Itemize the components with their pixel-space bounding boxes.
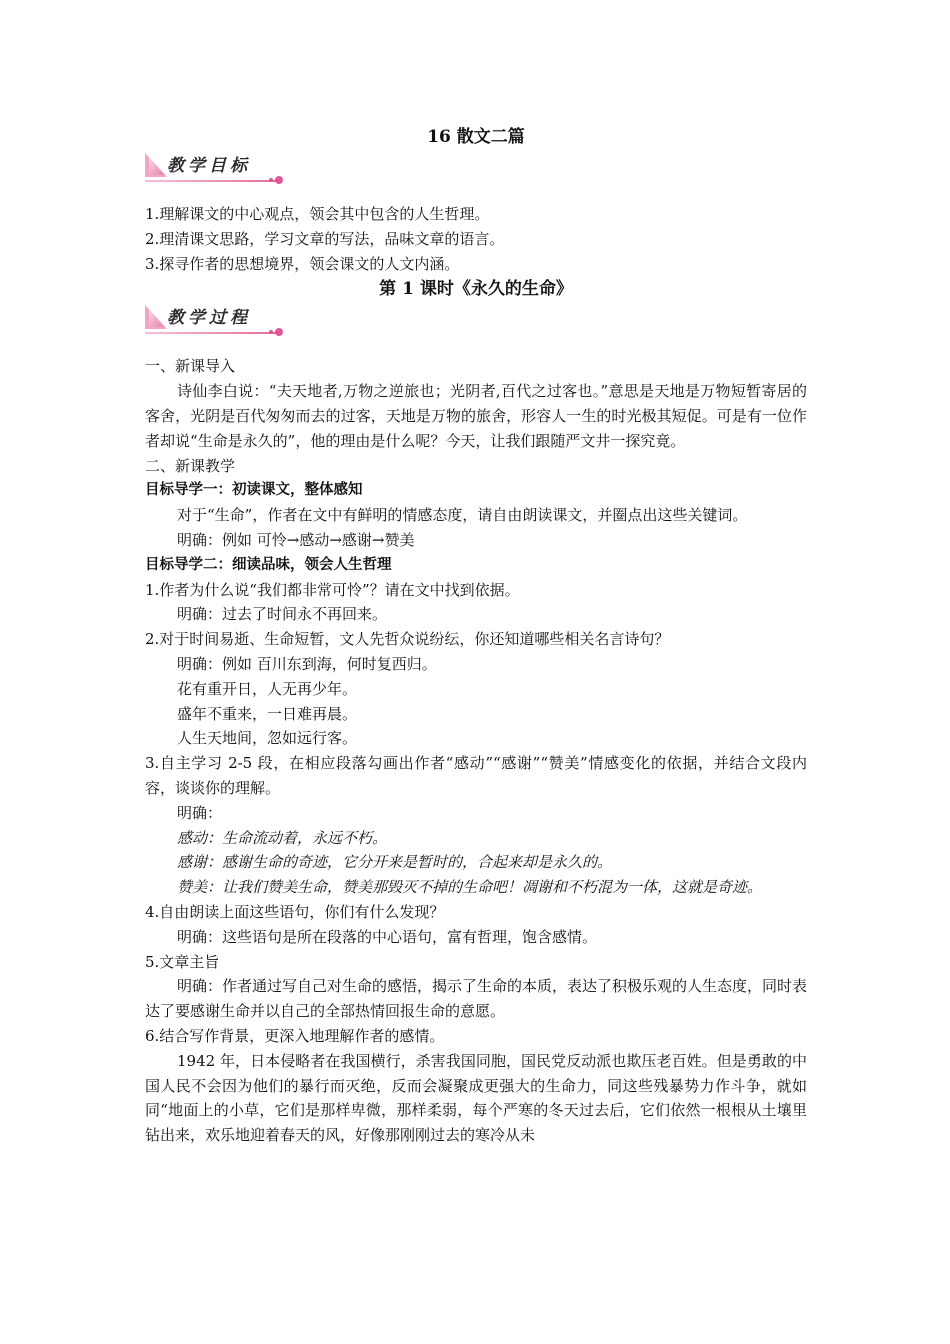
lesson-title: 第 1 课时《永久的生命》: [379, 279, 573, 300]
goal-heading: 目标导学一：初读课文，整体感知: [145, 482, 363, 499]
badge-small-dot-icon: [269, 178, 273, 182]
badge-dot-icon: [275, 328, 283, 336]
objective-item: 1.理解课文的中心观点，领会其中包含的人生哲理。: [145, 205, 490, 223]
process-badge: [145, 302, 285, 336]
answer: 明确：这些语句是所在段落的中心语句，富有哲理，饱含感情。: [177, 927, 598, 946]
document-content: [145, 124, 807, 1148]
paragraph: 对于“生命”，作者在文中有鲜明的情感态度，请自由朗读课文，并圈点出这些关键词。: [177, 506, 748, 525]
section-heading: 二、新课教学: [145, 456, 236, 475]
answer: 明确：作者通过写自己对生命的感悟，揭示了生命的本质，表达了积极乐观的人生态度，同时表达了要感谢生命并以自己的全部热情回报生命的意愿。: [145, 977, 808, 1021]
answer-quote: 赞美：让我们赞美生命，赞美那毁灭不掉的生命吧！凋谢和不朽混为一体，这就是奇迹。: [177, 878, 763, 897]
badge-underline: [145, 180, 277, 182]
answer: 明确：过去了时间永不再回来。: [177, 605, 388, 624]
answer-quote: 感动：生命流动着，永远不朽。: [177, 828, 388, 847]
answer: 明确：例如 百川东到海，何时复西归。: [177, 654, 437, 673]
answer: 明确：例如 可怜→感动→感谢→赞美: [177, 530, 415, 549]
badge-underline: [145, 332, 277, 334]
badge-dot-icon: [275, 176, 283, 184]
question: 2.对于时间易逝、生命短暂，文人先哲众说纷纭，你还知道哪些相关名言诗句？: [145, 630, 670, 649]
poem-line: 盛年不重来，一日难再晨。: [177, 704, 358, 723]
document-title: 16 散文二篇: [427, 127, 525, 147]
answer-quote: 感谢：感谢生命的奇迹，它分开来是暂时的，合起来却是永久的。: [177, 853, 613, 872]
section-heading: 一、新课导入: [145, 357, 236, 376]
poem-line: 人生天地间，忽如远行客。: [177, 729, 358, 748]
process-badge-label: 教学过程: [167, 308, 251, 329]
goal-heading: 目标导学二：细读品味，领会人生哲理: [145, 556, 392, 573]
objectives-badge-label: 教学目标: [167, 156, 251, 176]
question: 4.自由朗读上面这些语句，你们有什么发现？: [145, 902, 445, 921]
objective-item: 3.探寻作者的思想境界，领会课文的人文内涵。: [145, 254, 460, 273]
objectives-badge: [145, 150, 285, 184]
question: 6.结合写作背景，更深入地理解作者的感情。: [145, 1026, 445, 1045]
objective-item: 2.理清课文思路，学习文章的写法，品味文章的语言。: [145, 229, 505, 248]
poem-line: 花有重开日，人无再少年。: [177, 679, 358, 698]
question: 5.文章主旨: [145, 952, 220, 971]
question: 1.作者为什么说“我们都非常可怜”？请在文中找到依据。: [145, 580, 520, 599]
answer: 明确：: [177, 803, 223, 822]
question: 3.自主学习 2-5 段，在相应段落勾画出作者“感动”“感谢”“赞美”情感变化的依据，并结合文段内容，谈谈你的理解。: [145, 754, 807, 797]
paragraph: 1942 年，日本侵略者在我国横行，杀害我国同胞，国民党反动派也欺压老百姓。但是勇敢的中国人民不会因为他们的暴行而灭绝，反而会凝聚成更强大的生命力，同这些残暴势力作斗争，就如同“地面上的小草，它们是那样卑微，那样柔弱，每个严寒的冬天过去后，它们依然一根根从土壤里钻出来，欢乐地迎着春天的风，好像那刚刚过去的寒冷从未: [145, 1051, 807, 1145]
paragraph: 诗仙李白说：“夫天地者,万物之逆旅也；光阴者,百代之过客也。”意思是天地是万物短暂寄居的客舍，光阴是百代匆匆而去的过客，天地是万物的旅舍，形容人一生的时光极其短促。可是有一位作者却说“生命是永久的”，他的理由是什么呢？今天，让我们跟随严文井一探究竟。: [145, 382, 807, 450]
